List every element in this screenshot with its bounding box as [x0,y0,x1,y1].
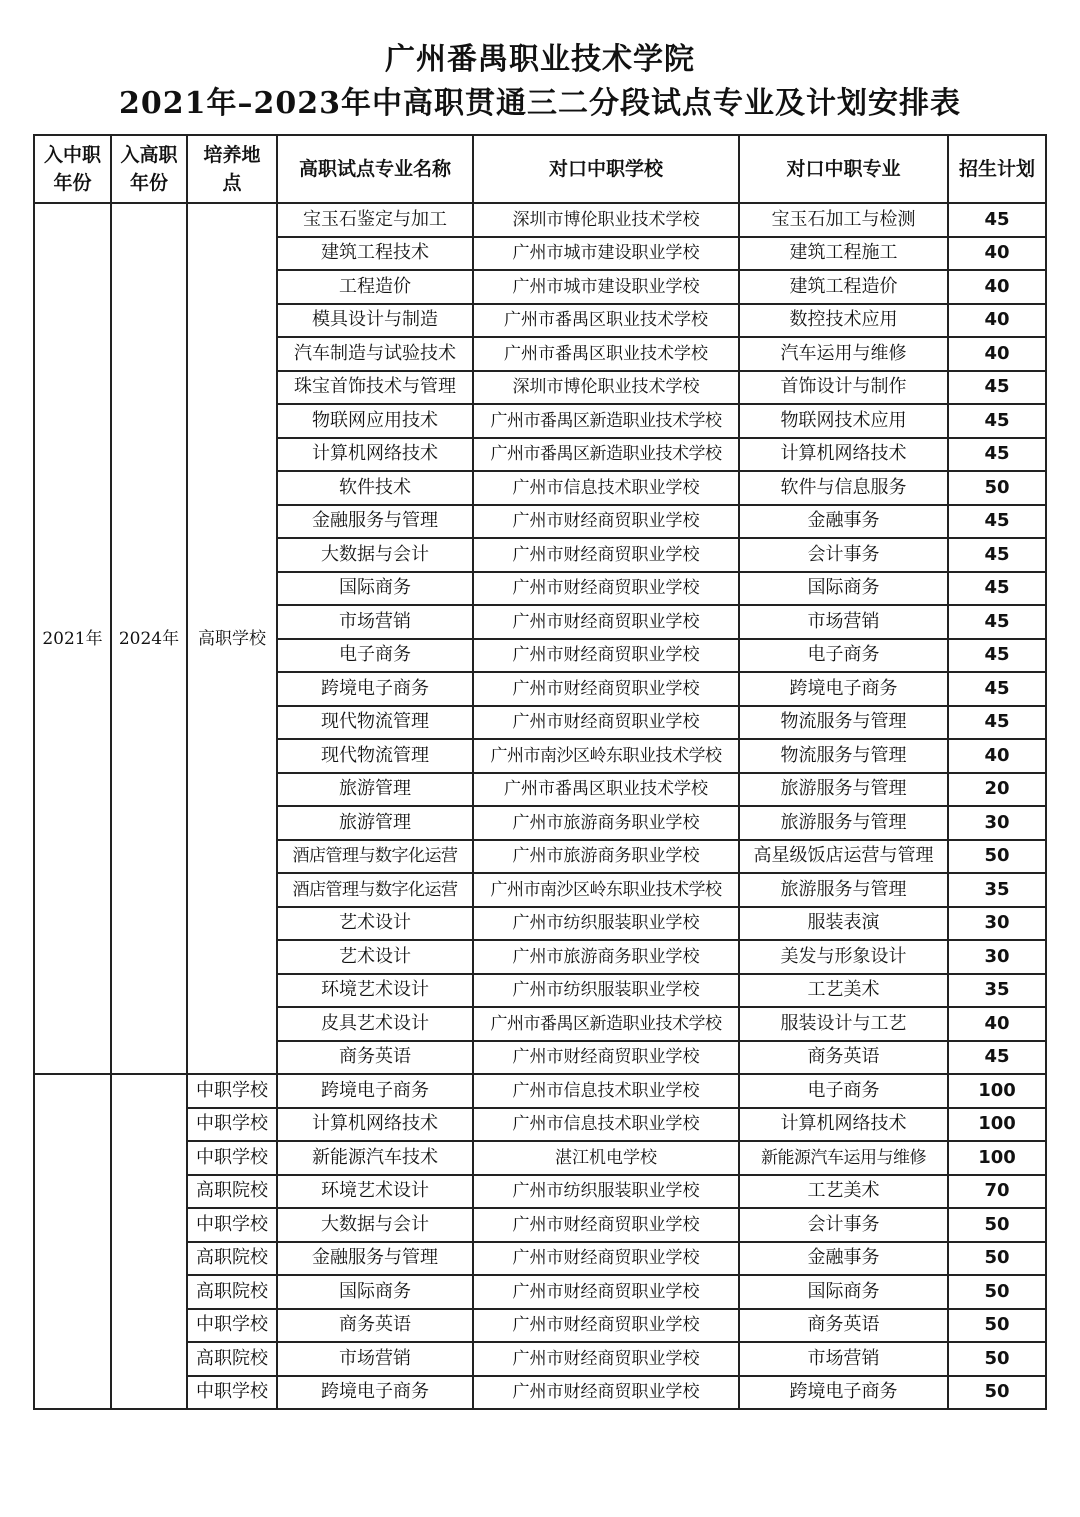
major-cell: 大数据与会计 [277,1208,473,1242]
header-enter-zhongzhi: 入中职年份 [34,135,111,203]
plan-cell: 45 [948,572,1046,606]
zz-major-cell: 宝玉石加工与检测 [739,203,948,237]
school-cell: 深圳市博伦职业技术学校 [473,203,739,237]
major-cell: 商务英语 [277,1041,473,1075]
zz-major-cell: 会计事务 [739,1208,948,1242]
major-cell: 市场营销 [277,605,473,639]
major-cell: 国际商务 [277,1275,473,1309]
major-cell: 国际商务 [277,572,473,606]
school-cell: 广州市财经商贸职业学校 [473,538,739,572]
zz-major-cell: 新能源汽车运用与维修 [739,1141,948,1175]
header-major: 高职试点专业名称 [277,135,473,203]
zz-major-cell: 国际商务 [739,1275,948,1309]
location-cell: 高职学校 [187,203,277,1074]
zz-major-cell: 首饰设计与制作 [739,371,948,405]
zz-major-cell: 服装设计与工艺 [739,1007,948,1041]
zz-major-cell: 物流服务与管理 [739,739,948,773]
plan-cell: 40 [948,739,1046,773]
zz-major-cell: 计算机网络技术 [739,1108,948,1142]
major-cell: 汽车制造与试验技术 [277,337,473,371]
table-row [34,1074,1046,1108]
plan-cell: 100 [948,1141,1046,1175]
school-cell: 广州市财经商贸职业学校 [473,672,739,706]
plan-cell: 40 [948,1007,1046,1041]
header-zz-major: 对口中职专业 [739,135,948,203]
major-cell: 工程造价 [277,270,473,304]
enter-gaozhi-cell: 2024年 [111,203,187,1074]
plan-cell: 45 [948,438,1046,472]
plan-table [33,134,1047,1410]
major-cell: 模具设计与制造 [277,304,473,338]
major-cell: 现代物流管理 [277,706,473,740]
enter-zhongzhi-cell: 2021年 [34,203,111,1074]
zz-major-cell: 电子商务 [739,639,948,673]
school-cell: 广州市信息技术职业学校 [473,1108,739,1142]
school-cell: 广州市财经商贸职业学校 [473,1309,739,1343]
plan-cell: 45 [948,371,1046,405]
zz-major-cell: 建筑工程造价 [739,270,948,304]
major-cell: 现代物流管理 [277,739,473,773]
school-cell: 广州市财经商贸职业学校 [473,706,739,740]
plan-cell: 50 [948,1309,1046,1343]
plan-cell: 35 [948,873,1046,907]
plan-cell: 100 [948,1074,1046,1108]
plan-cell: 45 [948,639,1046,673]
school-cell: 广州市财经商贸职业学校 [473,505,739,539]
plan-cell: 50 [948,840,1046,874]
plan-cell: 35 [948,974,1046,1008]
major-cell: 跨境电子商务 [277,1376,473,1410]
location-cell: 中职学校 [187,1108,277,1142]
header-plan: 招生计划 [948,135,1046,203]
school-cell: 广州市财经商贸职业学校 [473,1208,739,1242]
location-cell: 中职学校 [187,1376,277,1410]
plan-cell: 70 [948,1175,1046,1209]
major-cell: 商务英语 [277,1309,473,1343]
zz-major-cell: 建筑工程施工 [739,237,948,271]
school-cell: 广州市信息技术职业学校 [473,1074,739,1108]
zz-major-cell: 会计事务 [739,538,948,572]
zz-major-cell: 跨境电子商务 [739,672,948,706]
major-cell: 艺术设计 [277,940,473,974]
zz-major-cell: 旅游服务与管理 [739,873,948,907]
plan-cell: 50 [948,471,1046,505]
plan-cell: 50 [948,1376,1046,1410]
plan-cell: 100 [948,1108,1046,1142]
zz-major-cell: 物流服务与管理 [739,706,948,740]
school-cell: 广州市南沙区岭东职业技术学校 [473,873,739,907]
location-cell: 高职院校 [187,1175,277,1209]
school-cell: 广州市财经商贸职业学校 [473,605,739,639]
school-cell: 广州市城市建设职业学校 [473,270,739,304]
school-cell: 湛江机电学校 [473,1141,739,1175]
major-cell: 市场营销 [277,1342,473,1376]
enter-zhongzhi-cell-empty [34,1074,111,1409]
plan-cell: 40 [948,337,1046,371]
major-cell: 酒店管理与数字化运营 [277,873,473,907]
enter-gaozhi-cell-empty [111,1074,187,1409]
zz-major-cell: 工艺美术 [739,974,948,1008]
zz-major-cell: 软件与信息服务 [739,471,948,505]
header-school: 对口中职学校 [473,135,739,203]
plan-cell: 45 [948,203,1046,237]
plan-cell: 20 [948,773,1046,807]
school-cell: 广州市信息技术职业学校 [473,471,739,505]
plan-cell: 30 [948,907,1046,941]
zz-major-cell: 市场营销 [739,605,948,639]
plan-cell: 45 [948,505,1046,539]
school-cell: 广州市番禺区新造职业技术学校 [473,1007,739,1041]
zz-major-cell: 数控技术应用 [739,304,948,338]
school-cell: 广州市财经商贸职业学校 [473,1275,739,1309]
school-cell: 广州市番禺区新造职业技术学校 [473,438,739,472]
document-title: 广州番禺职业技术学院 [385,42,695,77]
zz-major-cell: 服装表演 [739,907,948,941]
plan-cell: 50 [948,1242,1046,1276]
table-row [34,203,1046,237]
school-cell: 广州市南沙区岭东职业技术学校 [473,739,739,773]
major-cell: 环境艺术设计 [277,1175,473,1209]
plan-cell: 50 [948,1208,1046,1242]
school-cell: 深圳市博伦职业技术学校 [473,371,739,405]
header-row [34,135,1046,203]
major-cell: 大数据与会计 [277,538,473,572]
plan-cell: 45 [948,1041,1046,1075]
table-body [34,203,1046,1409]
zz-major-cell: 高星级饭店运营与管理 [739,840,948,874]
location-cell: 中职学校 [187,1208,277,1242]
major-cell: 艺术设计 [277,907,473,941]
school-cell: 广州市番禺区职业技术学校 [473,337,739,371]
major-cell: 跨境电子商务 [277,1074,473,1108]
location-cell: 中职学校 [187,1141,277,1175]
major-cell: 旅游管理 [277,773,473,807]
zz-major-cell: 计算机网络技术 [739,438,948,472]
major-cell: 建筑工程技术 [277,237,473,271]
location-cell: 高职院校 [187,1242,277,1276]
plan-cell: 40 [948,270,1046,304]
zz-major-cell: 市场营销 [739,1342,948,1376]
school-cell: 广州市财经商贸职业学校 [473,572,739,606]
major-cell: 软件技术 [277,471,473,505]
location-cell: 高职院校 [187,1342,277,1376]
major-cell: 旅游管理 [277,806,473,840]
header-enter-gaozhi: 入高职年份 [111,135,187,203]
major-cell: 新能源汽车技术 [277,1141,473,1175]
zz-major-cell: 商务英语 [739,1041,948,1075]
plan-cell: 30 [948,806,1046,840]
major-cell: 计算机网络技术 [277,438,473,472]
major-cell: 皮具艺术设计 [277,1007,473,1041]
school-cell: 广州市纺织服装职业学校 [473,1175,739,1209]
document-subtitle: 2021年–2023年中高职贯通三二分段试点专业及计划安排表 [119,86,961,121]
plan-cell: 45 [948,404,1046,438]
major-cell: 珠宝首饰技术与管理 [277,371,473,405]
zz-major-cell: 工艺美术 [739,1175,948,1209]
school-cell: 广州市番禺区职业技术学校 [473,304,739,338]
zz-major-cell: 跨境电子商务 [739,1376,948,1410]
school-cell: 广州市财经商贸职业学校 [473,1242,739,1276]
major-cell: 环境艺术设计 [277,974,473,1008]
zz-major-cell: 商务英语 [739,1309,948,1343]
plan-cell: 40 [948,237,1046,271]
school-cell: 广州市财经商贸职业学校 [473,1041,739,1075]
zz-major-cell: 金融事务 [739,505,948,539]
zz-major-cell: 旅游服务与管理 [739,806,948,840]
plan-cell: 45 [948,605,1046,639]
zz-major-cell: 金融事务 [739,1242,948,1276]
major-cell: 金融服务与管理 [277,505,473,539]
school-cell: 广州市旅游商务职业学校 [473,840,739,874]
major-cell: 跨境电子商务 [277,672,473,706]
location-cell: 中职学校 [187,1309,277,1343]
major-cell: 酒店管理与数字化运营 [277,840,473,874]
school-cell: 广州市财经商贸职业学校 [473,1342,739,1376]
zz-major-cell: 电子商务 [739,1074,948,1108]
zz-major-cell: 旅游服务与管理 [739,773,948,807]
location-cell: 高职院校 [187,1275,277,1309]
school-cell: 广州市纺织服装职业学校 [473,907,739,941]
major-cell: 电子商务 [277,639,473,673]
header-location: 培养地点 [187,135,277,203]
plan-cell: 50 [948,1275,1046,1309]
school-cell: 广州市纺织服装职业学校 [473,974,739,1008]
school-cell: 广州市财经商贸职业学校 [473,1376,739,1410]
zz-major-cell: 汽车运用与维修 [739,337,948,371]
plan-cell: 40 [948,304,1046,338]
school-cell: 广州市番禺区职业技术学校 [473,773,739,807]
school-cell: 广州市财经商贸职业学校 [473,639,739,673]
plan-cell: 50 [948,1342,1046,1376]
major-cell: 物联网应用技术 [277,404,473,438]
school-cell: 广州市番禺区新造职业技术学校 [473,404,739,438]
school-cell: 广州市旅游商务职业学校 [473,806,739,840]
plan-cell: 30 [948,940,1046,974]
plan-cell: 45 [948,672,1046,706]
major-cell: 计算机网络技术 [277,1108,473,1142]
major-cell: 金融服务与管理 [277,1242,473,1276]
zz-major-cell: 物联网技术应用 [739,404,948,438]
zz-major-cell: 国际商务 [739,572,948,606]
plan-cell: 45 [948,706,1046,740]
school-cell: 广州市城市建设职业学校 [473,237,739,271]
zz-major-cell: 美发与形象设计 [739,940,948,974]
school-cell: 广州市旅游商务职业学校 [473,940,739,974]
location-cell: 中职学校 [187,1074,277,1108]
plan-cell: 45 [948,538,1046,572]
major-cell: 宝玉石鉴定与加工 [277,203,473,237]
